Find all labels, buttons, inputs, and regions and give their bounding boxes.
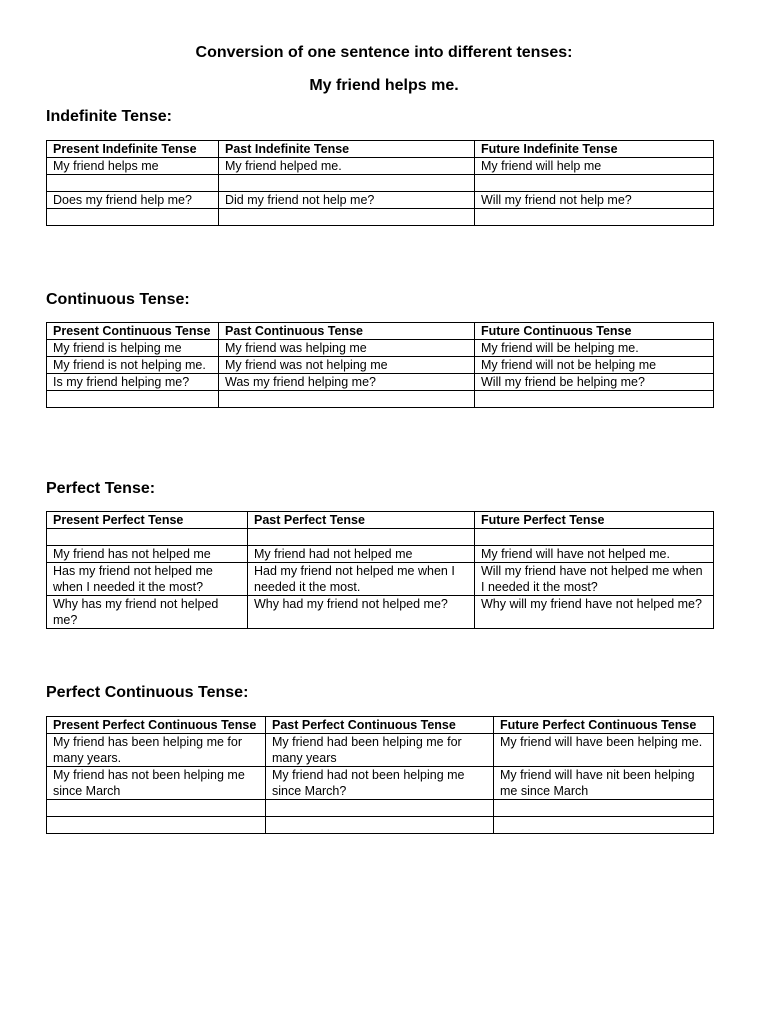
- table-cell: [47, 209, 219, 226]
- table-cell: My friend had not been helping me since March?: [266, 767, 494, 800]
- table-cell: [266, 817, 494, 834]
- header-cell: Past Continuous Tense: [219, 323, 475, 340]
- table-row: [47, 563, 714, 596]
- document-subtitle: My friend helps me.: [309, 77, 459, 94]
- table-cell: Does my friend help me?: [47, 192, 219, 209]
- table-row: [47, 374, 714, 391]
- table-row: [47, 734, 714, 767]
- table-cell: Why has my friend not helped me?: [47, 596, 248, 629]
- header-cell: Present Perfect Tense: [47, 512, 248, 529]
- table-cell: Did my friend not help me?: [219, 192, 475, 209]
- table-cell: My friend helps me: [47, 158, 219, 175]
- table-cell: My friend had been helping me for many years: [266, 734, 494, 767]
- table-cell: My friend will help me: [475, 158, 714, 175]
- table-cell: [47, 817, 266, 834]
- table-cell: My friend will be helping me.: [475, 340, 714, 357]
- table-cell: Has my friend not helped me when I needed it the most?: [47, 563, 248, 596]
- section-heading-continuous: Continuous Tense:: [46, 291, 190, 308]
- table-row: [47, 800, 714, 817]
- table-cell: [266, 800, 494, 817]
- table-cell: [248, 529, 475, 546]
- document-title: Conversion of one sentence into different tenses:: [195, 44, 573, 61]
- table-cell: [47, 529, 248, 546]
- section-heading-perfect: Perfect Tense:: [46, 480, 156, 497]
- table-cell: [219, 175, 475, 192]
- table-cell: [475, 529, 714, 546]
- header-cell: Past Perfect Tense: [248, 512, 475, 529]
- table-cell: My friend helped me.: [219, 158, 475, 175]
- table-row: [47, 596, 714, 629]
- table-continuous: [46, 322, 714, 408]
- table-header-row: [47, 323, 714, 340]
- header-cell: Present Continuous Tense: [47, 323, 219, 340]
- section-heading-indefinite: Indefinite Tense:: [46, 108, 172, 125]
- table-header-row: [47, 512, 714, 529]
- table-cell: Is my friend helping me?: [47, 374, 219, 391]
- table-row: [47, 767, 714, 800]
- table-row: [47, 391, 714, 408]
- table-cell: My friend will not be helping me: [475, 357, 714, 374]
- table-cell: [494, 817, 714, 834]
- table-cell: [475, 391, 714, 408]
- table-perfect: [46, 511, 714, 629]
- table-cell: [47, 175, 219, 192]
- table-cell: My friend was helping me: [219, 340, 475, 357]
- header-cell: Future Continuous Tense: [475, 323, 714, 340]
- table-cell: [219, 391, 475, 408]
- table-cell: [494, 800, 714, 817]
- table-cell: Was my friend helping me?: [219, 374, 475, 391]
- header-cell: Past Indefinite Tense: [219, 141, 475, 158]
- table-cell: [475, 175, 714, 192]
- table-row: [47, 529, 714, 546]
- header-cell: Future Perfect Tense: [475, 512, 714, 529]
- table-cell: Will my friend have not helped me when I needed it the most?: [475, 563, 714, 596]
- table-cell: [475, 209, 714, 226]
- header-cell: Future Perfect Continuous Tense: [494, 717, 714, 734]
- table-row: [47, 546, 714, 563]
- table-cell: My friend will have nit been helping me since March: [494, 767, 714, 800]
- table-cell: My friend will have not helped me.: [475, 546, 714, 563]
- header-cell: Present Perfect Continuous Tense: [47, 717, 266, 734]
- table-cell: My friend has not helped me: [47, 546, 248, 563]
- table-cell: My friend has not been helping me since March: [47, 767, 266, 800]
- table-cell: Why had my friend not helped me?: [248, 596, 475, 629]
- table-cell: Will my friend be helping me?: [475, 374, 714, 391]
- table-indefinite: [46, 140, 714, 226]
- header-cell: Present Indefinite Tense: [47, 141, 219, 158]
- header-cell: Past Perfect Continuous Tense: [266, 717, 494, 734]
- table-row: [47, 209, 714, 226]
- header-cell: Future Indefinite Tense: [475, 141, 714, 158]
- section-heading-perfect-continuous: Perfect Continuous Tense:: [46, 684, 249, 701]
- table-perfect-continuous: [46, 716, 714, 834]
- table-cell: [47, 391, 219, 408]
- table-row: [47, 817, 714, 834]
- table-cell: My friend will have been helping me.: [494, 734, 714, 767]
- table-cell: My friend is not helping me.: [47, 357, 219, 374]
- table-cell: Will my friend not help me?: [475, 192, 714, 209]
- table-cell: [219, 209, 475, 226]
- table-cell: My friend had not helped me: [248, 546, 475, 563]
- table-row: [47, 192, 714, 209]
- table-header-row: [47, 141, 714, 158]
- table-cell: Why will my friend have not helped me?: [475, 596, 714, 629]
- table-row: [47, 340, 714, 357]
- table-cell: Had my friend not helped me when I needed it the most.: [248, 563, 475, 596]
- table-cell: My friend is helping me: [47, 340, 219, 357]
- table-cell: My friend has been helping me for many years.: [47, 734, 266, 767]
- table-cell: My friend was not helping me: [219, 357, 475, 374]
- table-row: [47, 175, 714, 192]
- table-row: [47, 158, 714, 175]
- table-header-row: [47, 717, 714, 734]
- table-cell: [47, 800, 266, 817]
- table-row: [47, 357, 714, 374]
